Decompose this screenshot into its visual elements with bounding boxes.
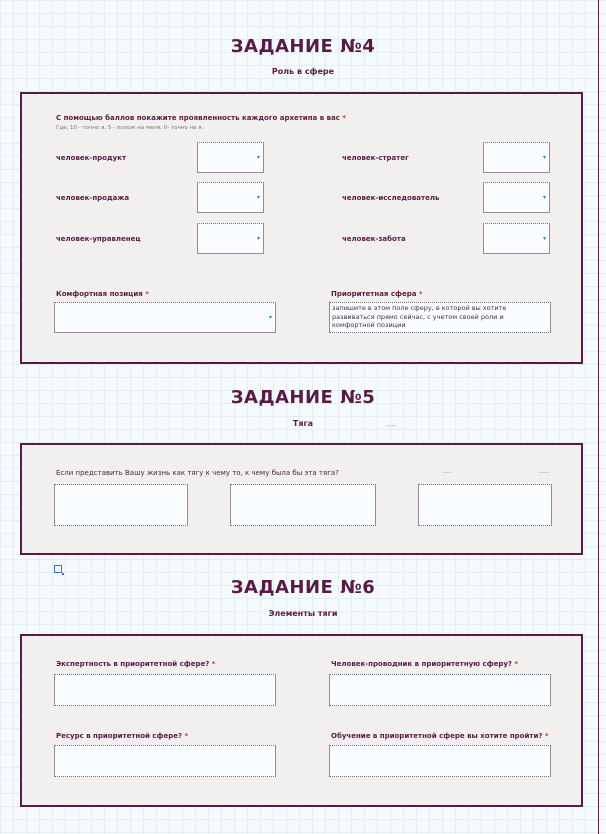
- priority-sphere-label: [331, 290, 423, 298]
- role-select-manager[interactable]: [197, 223, 264, 254]
- guide-person-label-text: Человек-проводник в приоритетную сферу?: [331, 660, 512, 668]
- priority-sphere-label-text: Приоритетная сфера: [331, 290, 417, 298]
- training-label-text: Обучение в приоритетной сфере вы хотите пройти?: [331, 732, 543, 740]
- comfort-position-label: [56, 290, 149, 298]
- resource-label-text: Ресурс в приоритетной сфере?: [56, 732, 183, 740]
- role-label-product: человек-продукт: [56, 154, 127, 162]
- comfort-position-label-text: Комфортная позиция: [56, 290, 143, 298]
- task5-card: [20, 443, 583, 555]
- training-label: [331, 732, 549, 740]
- task5-title: ЗАДАНИЕ №5: [230, 387, 376, 408]
- task4-hint: Где, 10 - точно я, 5 - похож на меня, 0- точно не я.: [56, 125, 204, 131]
- page-edge-line: [598, 0, 599, 834]
- task4-subtitle: Роль в сфере: [271, 67, 335, 76]
- caret-down-icon: ▾: [542, 153, 546, 161]
- required-mark: *: [184, 732, 189, 740]
- role-label-manager: человек-управленец: [56, 235, 141, 243]
- required-mark: *: [145, 290, 149, 298]
- role-label-researcher: человек-исследователь: [342, 194, 440, 202]
- guide-person-input[interactable]: [329, 674, 551, 706]
- task5-question: Если представить Вашу жизнь как тягу к чему то, к чему была бы эта тяга?: [56, 469, 339, 477]
- role-select-product[interactable]: [197, 142, 264, 173]
- task6-subtitle: Элементы тяги: [268, 609, 338, 618]
- role-select-sales[interactable]: [197, 182, 264, 213]
- task5-subtitle: Тяга: [292, 419, 314, 428]
- caret-down-icon: ▾: [256, 153, 260, 161]
- required-mark: *: [514, 660, 519, 668]
- training-input[interactable]: [329, 745, 551, 777]
- expertise-label: [56, 660, 215, 668]
- resize-handle-icon[interactable]: [54, 565, 62, 573]
- role-select-strategist[interactable]: [483, 142, 550, 173]
- divider: [442, 472, 452, 473]
- role-label-sales: человек-продажа: [56, 194, 130, 202]
- required-mark: *: [544, 732, 549, 740]
- task4-card: [20, 92, 583, 364]
- caret-down-icon: ▾: [268, 313, 272, 321]
- required-mark: *: [418, 290, 423, 298]
- required-mark: *: [342, 114, 346, 122]
- task4-title: ЗАДАНИЕ №4: [230, 36, 376, 57]
- task4-question-text: С помощью баллов покажите проявленность каждого архетипа в вас: [56, 114, 340, 122]
- role-select-care[interactable]: [483, 223, 550, 254]
- caret-down-icon: ▾: [542, 234, 546, 242]
- pull-answer-field-2[interactable]: [230, 484, 376, 526]
- required-mark: *: [211, 660, 216, 668]
- expertise-label-text: Экспертность в приоритетной сфере?: [56, 660, 210, 668]
- role-select-researcher[interactable]: [483, 182, 550, 213]
- caret-down-icon: ▾: [256, 193, 260, 201]
- resource-input[interactable]: [54, 745, 276, 777]
- divider: [386, 425, 396, 426]
- pull-answer-field-3[interactable]: [418, 484, 552, 526]
- task4-question: [56, 114, 346, 122]
- task6-title: ЗАДАНИЕ №6: [230, 577, 376, 598]
- role-label-strategist: человек-стратег: [342, 154, 409, 162]
- expertise-input[interactable]: [54, 674, 276, 706]
- role-label-care: человек-забота: [342, 235, 406, 243]
- resource-label: [56, 732, 188, 740]
- caret-down-icon: ▾: [542, 193, 546, 201]
- caret-down-icon: ▾: [256, 234, 260, 242]
- pull-answer-field-1[interactable]: [54, 484, 188, 526]
- task6-card: [20, 634, 583, 807]
- comfort-position-select[interactable]: [54, 302, 276, 333]
- divider: [538, 472, 550, 473]
- guide-person-label: [331, 660, 518, 668]
- priority-sphere-textarea[interactable]: запишите в этом поле сферу, в которой вы хотите развиваться прямо сейчас, с учетом своей роли и комфортной позиции: [329, 302, 551, 333]
